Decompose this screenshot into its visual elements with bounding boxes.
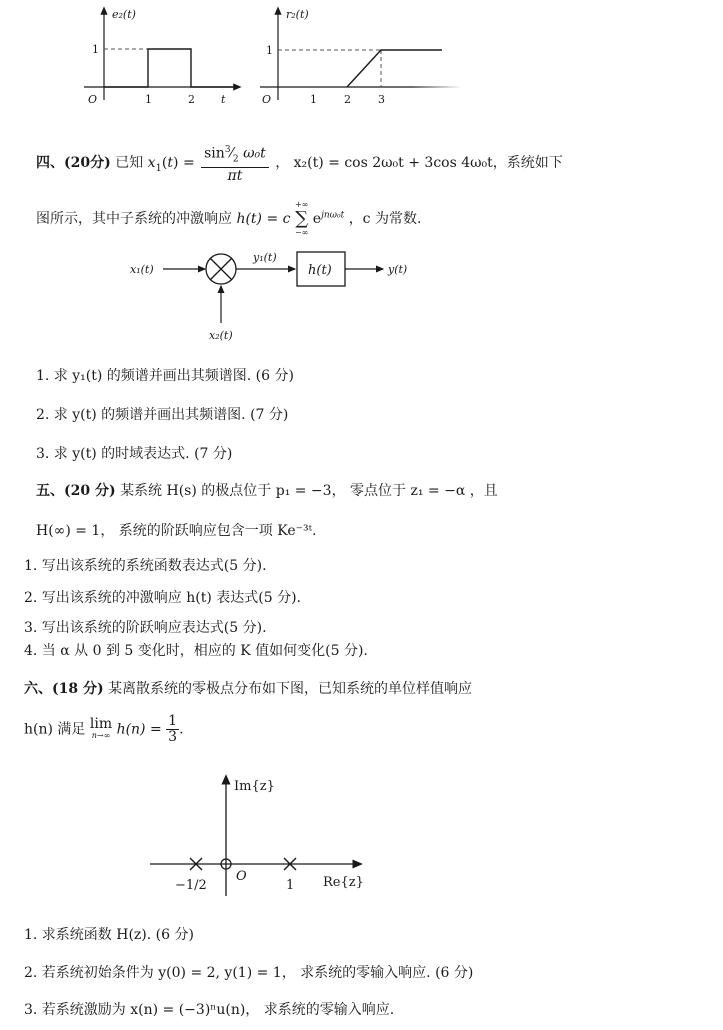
q4-line1: 四、(20分) 已知 $x_1(t)$ = $\frac{\sin^3⁄_2 \omega_0t}{\pi t}$ ， x₂(t) = cos 2ω₀t + 3cos 4ω₀t，系统如下: [36, 142, 563, 184]
h-label: h(t): [308, 263, 332, 278]
fade-overlay: [412, 80, 462, 102]
y-label: e₂(t): [112, 8, 136, 21]
q4-fraction: $\frac{\sin^3⁄_2 \omega_0t}{\pi t}$: [201, 142, 269, 184]
origin: O: [262, 93, 272, 106]
q4-item-1: 1. 求 y₁(t) 的频谱并画出其频谱图. (6 分): [36, 368, 294, 384]
input-label: x₁(t): [130, 263, 154, 276]
q5-heading: 五、(20 分): [36, 483, 116, 499]
x-var: t: [221, 93, 226, 106]
q6-heading: 六、(18 分): [24, 681, 104, 697]
q5-line1: 五、(20 分) 某系统 H(s) 的极点位于 p₁ = −3， 零点位于 z₁ = −α ，且: [36, 483, 498, 499]
x-tick-1: 1: [145, 93, 152, 106]
q6-item-1: 1. 求系统函数 H(z). (6 分): [24, 927, 194, 943]
y-tick: 1: [92, 43, 99, 56]
q6-fraction: $\frac{1}{3}$: [168, 713, 178, 745]
lim-symbol: lim n→∞: [89, 715, 113, 740]
y-tick: 1: [266, 44, 273, 57]
x-tick-1: 1: [310, 93, 317, 106]
q4-line1-suffix: ， x₂(t) = cos 2ω₀t + 3cos 4ω₀t，系统如下: [275, 155, 563, 172]
q6-line2: h(n) 满足 lim n→∞ h(n) = $\frac{1}{3}$ .: [24, 713, 184, 745]
pulse: [104, 49, 238, 87]
x-tick-2: 2: [344, 93, 351, 106]
q4-line1-prefix: 已知: [115, 155, 144, 172]
origin: O: [88, 93, 98, 106]
sum-symbol: +∞ ∑ −∞: [294, 200, 309, 237]
plot-r2: [252, 0, 472, 110]
q5-item-2: 2. 写出该系统的冲激响应 h(t) 表达式(5 分).: [24, 590, 302, 606]
origin-label: O: [236, 869, 247, 884]
q6-item-2: 2. 若系统初始条件为 y(0) = 2, y(1) = 1， 求系统的零输入响应. (6 分): [24, 965, 474, 981]
real-label: Re{z}: [323, 875, 364, 890]
x-tick-3: 3: [378, 93, 385, 106]
output-label: y(t): [388, 263, 408, 276]
q4-item-3: 3. 求 y(t) 的时域表达式. (7 分): [36, 446, 233, 462]
imag-label: Im{z}: [234, 779, 275, 794]
y-label: r₂(t): [286, 8, 309, 21]
x-tick-2: 2: [188, 93, 195, 106]
q6-line1: 六、(18 分) 某离散系统的零极点分布如下图，已知系统的单位样值响应: [24, 681, 473, 697]
q4-line2: 图所示，其中子系统的冲激响应 h(t) = c +∞ ∑ −∞ $e^{jn\omega_0t}$ ，c 为常数.: [36, 200, 422, 237]
q5-line2: H(∞) = 1， 系统的阶跃响应包含一项 Ke⁻³ᵗ.: [36, 523, 317, 539]
tick-left: −1/2: [175, 878, 207, 893]
plot-e2: [70, 0, 250, 110]
q4-heading: 四、(20分): [36, 155, 111, 172]
z-plane: [145, 768, 375, 898]
q5-item-3: 3. 写出该系统的阶跃响应表达式(5 分).: [24, 620, 267, 636]
block-diagram: [125, 245, 425, 345]
bottom-label: x₂(t): [209, 329, 233, 342]
mid-label: y₁(t): [253, 251, 277, 264]
q5-item-4: 4. 当 α 从 0 到 5 变化时，相应的 K 值如何变化(5 分).: [24, 643, 368, 659]
tick-right: 1: [286, 878, 295, 893]
q6-item-3: 3. 若系统激励为 x(n) = (−3)ⁿu(n)， 求系统的零输入响应.: [24, 1002, 395, 1018]
q5-item-1: 1. 写出该系统的系统函数表达式(5 分).: [24, 558, 267, 574]
q4-item-2: 2. 求 y(t) 的频谱并画出其频谱图. (7 分): [36, 407, 289, 423]
